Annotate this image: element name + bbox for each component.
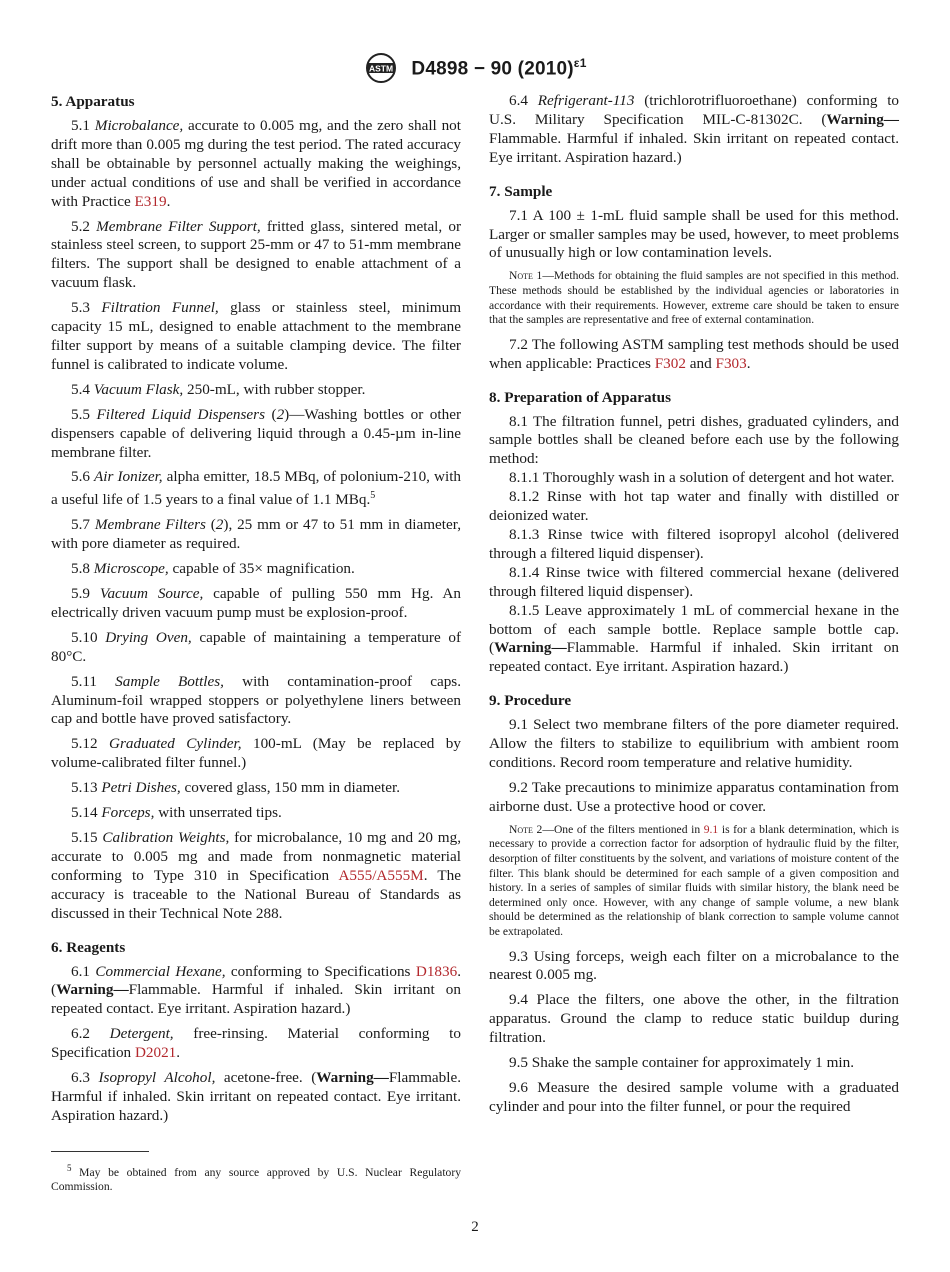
left-column [51,92,461,1132]
link-a555[interactable]: A555/A555M [338,866,424,884]
paragraph-5-9: 5.9 Vacuum Source, capable of pulling 550 mm Hg. An electrically driven vacuum pump must be explosion-proof. [51,585,461,621]
paragraph-5-6: 5.6 Air Ionizer, alpha emitter, 18.5 MBq, of polonium-210, with a useful life of 1.5 years to a final value of 1.1 MBq.$^5$ [51,468,462,509]
paragraph-6-3: 6.3 Isopropyl Alcohol, acetone-free. (Warning—Flammable. Harmful if inhaled. Skin irritant on repeated contact. Eye irritant. Aspiration hazard.) [51,1069,461,1124]
link-f303[interactable]: F303 [715,354,747,372]
paragraph-5-14: 5.14 Forceps, with unserrated tips. [71,804,282,822]
paragraph-8-1-2: 8.1.2 Rinse with hot tap water and finally with distilled or deionized water. [489,488,899,525]
right-column [489,92,899,1123]
note-2: Note 2—One of the filters mentioned in 9.1 is for a blank determination, which is necessary to provide a correction factor for adsorption of hydraulic fluid by the filter, desorption of filter constituents by the solvent, and variations of moisture content of the filter. This blank should be determined for each sample of a given composition and history. In a series of samples of similar fluids with similar history, the blank need be determined only once. However, with any change of sample volume, a new blank should be determined as the relationship of blank correction to sample volume cannot be extrapolated. [489,822,900,938]
paragraph-5-15: 5.15 Calibration Weights, for microbalance, 10 mg and 20 mg, accurate to 0.005 mg and made from nonmagnetic material conforming to Type 310 in Specification A555/A555M. The accuracy is traceable to the National Bureau of Standards as discussed in their Technical Note 288. [51,828,462,922]
section-heading: 8. Preparation of Apparatus [489,388,671,406]
link-f302[interactable]: F302 [654,354,686,372]
footnote: $^5$ May be obtained from any source approved by U.S. Nuclear Regulatory Commission. [51,1163,461,1194]
paragraph-5-1: 5.1 Microbalance, accurate to 0.005 mg, and the zero shall not drift more than 0.005 mg during the test period. The rated accuracy shall be obtainable by personnel actually making the weighings, under actual conditions of use and shall be verified in accordance with Practice E319. [51,117,461,210]
note-1: Note 1—Methods for obtaining the fluid samples are not specified in this method. These methods should be established by the individual agencies or laboratories in accordance with their requirements. However, extreme care should be taken to ensure that the samples are representative and free of external contamination. [489,269,899,327]
astm-logo-icon [363,52,399,84]
paragraph-9-1: 9.1 Select two membrane filters of the pore diameter required. Allow the filters to stabilize to equilibrium with ambient room conditions. Record room temperature and relative humidity. [489,716,899,772]
paragraph-8-1: 8.1 The filtration funnel, petri dishes, graduated cylinders, and sample bottles shall be cleaned before each use by the following method: [489,412,899,468]
paragraph-5-7: 5.7 Membrane Filters (2), 25 mm or 47 to 51 mm in diameter, with pore diameter as required. [51,516,461,553]
paragraph-9-6: 9.6 Measure the desired sample volume with a graduated cylinder and pour into the filter funnel, or pour the required [489,1078,899,1115]
paragraph-7-2: 7.2 The following ASTM sampling test methods should be used when applicable: Practices F302 and F303. [489,335,899,372]
paragraph-9-5: 9.5 Shake the sample container for approximately 1 min. [509,1054,854,1072]
paragraph-6-1: 6.1 Commercial Hexane, conforming to Specifications D1836. (Warning—Flammable. Harmful if inhaled. Skin irritant on repeated contact. Eye irritant. Aspiration hazard.) [51,962,462,1018]
paragraph-8-1-3: 8.1.3 Rinse twice with filtered isopropyl alcohol (delivered through a filtered liquid dispenser). [489,525,899,562]
link-9-1[interactable]: 9.1 [703,822,719,836]
paragraph-5-12: 5.12 Graduated Cylinder, 100-mL (May be replaced by volume-calibrated filter funnel.) [51,735,461,772]
paragraph-8-1-5: 8.1.5 Leave approximately 1 mL of commercial hexane in the bottom of each sample bottle. Replace sample bottle cap. (Warning—Flammable. Harmful if inhaled. Skin irritant on repeated contact. Eye irritant. Aspiration hazard.) [489,601,899,676]
page-header [0,52,950,84]
section-heading: 6. Reagents [51,938,126,956]
paragraph-5-13: 5.13 Petri Dishes, covered glass, 150 mm in diameter. [71,779,401,797]
link-d1836[interactable]: D1836 [415,962,458,980]
footnote-divider [51,1151,149,1152]
svg-text:ASTM: ASTM [369,63,394,74]
paragraph-5-11: 5.11 Sample Bottles, with contamination-proof caps. Aluminum-foil wrapped stoppers or polyethylene liners between cap and bottle have proved satisfactory. [51,672,462,728]
paragraph-9-4: 9.4 Place the filters, one above the other, in the filtration apparatus. Ground the clamp to reduce static buildup during filtration. [489,991,899,1047]
link-e319[interactable]: E319 [134,192,167,210]
paragraph-8-1-1: 8.1.1 Thoroughly wash in a solution of detergent and hot water. [509,469,895,487]
paragraph-5-4: 5.4 Vacuum Flask, 250-mL, with rubber stopper. [71,380,366,398]
designation: D4898 − 90 $(2010)^{\varepsilon 1}$ [411,55,587,80]
link-d2021[interactable]: D2021 [134,1044,177,1062]
section-heading: 7. Sample [489,182,553,200]
paragraph-5-5: 5.5 Filtered Liquid Dispensers (2)—Washing bottles or other dispensers capable of delivering liquid through a 0.45-µm in-line membrane filter. [51,405,462,461]
footnote-ref: 5 [370,490,376,502]
paragraph-5-10: 5.10 Drying Oven, capable of maintaining a temperature of 80°C. [51,628,461,665]
paragraph-8-1-4: 8.1.4 Rinse twice with filtered commercial hexane (delivered through filtered liquid dispenser). [489,563,899,600]
paragraph-9-2: 9.2 Take precautions to minimize apparatus contamination from airborne dust. Use a protective hood or cover. [489,778,899,815]
paragraph-5-3: 5.3 Filtration Funnel, glass or stainless steel, minimum capacity 15 mL, designed to enable attachment to the membrane filter support by means of a suitable clamping device. The filter funnel is calibrated to indicate volume. [51,299,462,373]
page-number: 2 [471,1219,479,1235]
paragraph-5-2: 5.2 Membrane Filter Support, fritted glass, sintered metal, or stainless steel screen, to support 25-mm or 47 to 51-mm membrane filters. The support shall be designed to enable attachment of a vacuum flask. [51,217,462,292]
section-heading: 9. Procedure [489,692,572,710]
paragraph-7-1: 7.1 A 100 ± 1-mL fluid sample shall be used for this method. Larger or smaller samples may be used, however, to meet problems of unusually high or low contamination levels. [489,206,899,262]
section-heading: 5. Apparatus [51,93,135,110]
paragraph-6-2: 6.2 Detergent, free-rinsing. Material conforming to Specification D2021. [51,1025,461,1062]
paragraph-9-3: 9.3 Using forceps, weigh each filter on a microbalance to the nearest 0.005 mg. [489,947,899,984]
paragraph-6-4: 6.4 Refrigerant-113 (trichlorotrifluoroethane) conforming to U.S. Military Specification MIL-C-81302C. (Warning—Flammable. Harmful if inhaled. Skin irritant on repeated contact. Eye irritant. Aspiration hazard.) [489,92,900,166]
paragraph-5-8: 5.8 Microscope, capable of 35× magnification. [71,560,355,578]
